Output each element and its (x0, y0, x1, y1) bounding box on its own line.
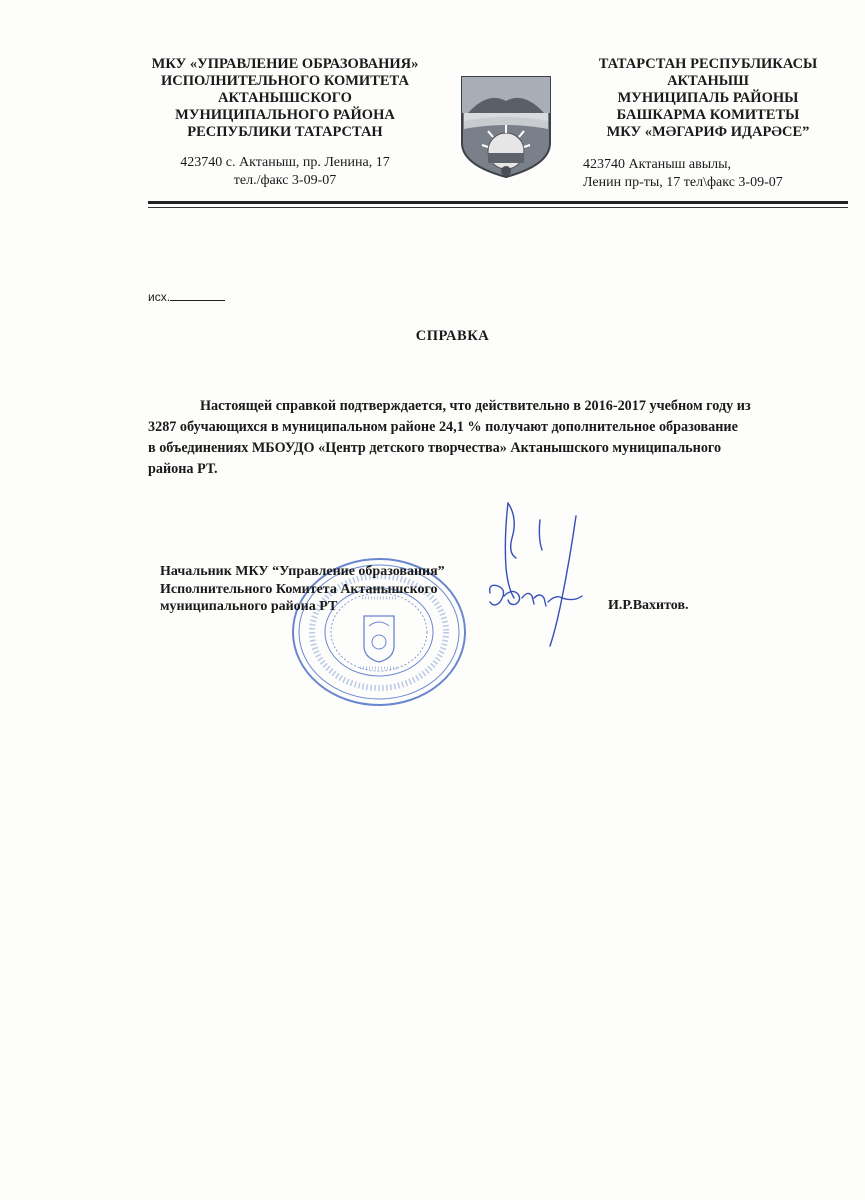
signatory-line: Начальник МКУ “Управление образования” (160, 564, 445, 579)
address-line: 423740 с. Актаныш, пр. Ленина, 17 (180, 155, 390, 170)
signatory-line: муниципального района РТ (160, 599, 338, 614)
address-line: тел./факс 3-09-07 (233, 173, 337, 188)
reference-blank (170, 290, 225, 301)
signatory-line: Исполнительного Комитета Актанышского (160, 581, 438, 597)
header-right-line: АКТАНЫШ (667, 73, 749, 89)
signatory-name: И.Р.Вахитов. (608, 598, 689, 613)
coat-of-arms-icon (458, 73, 554, 181)
body-line: 3287 обучающихся в муниципальном районе 24,1 % получают дополнительное образование (148, 419, 738, 435)
header-right-line: ТАТАРСТАН РЕСПУБЛИКАСЫ (598, 56, 818, 72)
header-right-org (578, 56, 838, 141)
header-right-line: МКУ «МӘГАРИФ ИДАРӘСЕ” (606, 124, 810, 140)
header-left-address (120, 154, 450, 190)
address-line: 423740 Актаныш авылы, (583, 157, 732, 172)
header-left-line: МУНИЦИПАЛЬНОГО РАЙОНА (175, 107, 395, 123)
body-line: в объединениях МБОУДО «Центр детского творчества» Актанышского муниципального (148, 440, 722, 456)
header-left-line: ИСПОЛНИТЕЛЬНОГО КОМИТЕТА (161, 73, 409, 89)
certificate-body (148, 396, 828, 480)
header-right-line: БАШКАРМА КОМИТЕТЫ (616, 107, 800, 123)
header-right-address (583, 156, 843, 192)
address-line: Ленин пр-ты, 17 тел\факс 3-09-07 (583, 175, 783, 190)
header-left-line: РЕСПУБЛИКИ ТАТАРСТАН (187, 124, 383, 140)
body-line: Настоящей справкой подтверждается, что действительно в 2016-2017 учебном году из (200, 398, 751, 414)
body-line: района РТ. (148, 461, 218, 477)
reference-label: исх. (148, 290, 171, 304)
header-divider-thick (148, 201, 848, 204)
header-left-line: МКУ «УПРАВЛЕНИЕ ОБРАЗОВАНИЯ» (151, 56, 419, 72)
outgoing-reference (148, 290, 225, 304)
header-left-org (120, 56, 450, 141)
header-divider-thin (148, 207, 848, 208)
header-left-line: АКТАНЫШСКОГО (218, 90, 352, 106)
signatory-position (160, 563, 445, 616)
document-title: СПРАВКА (415, 328, 490, 344)
handwritten-signature (478, 498, 588, 653)
header-right-line: МУНИЦИПАЛЬ РАЙОНЫ (617, 90, 799, 106)
